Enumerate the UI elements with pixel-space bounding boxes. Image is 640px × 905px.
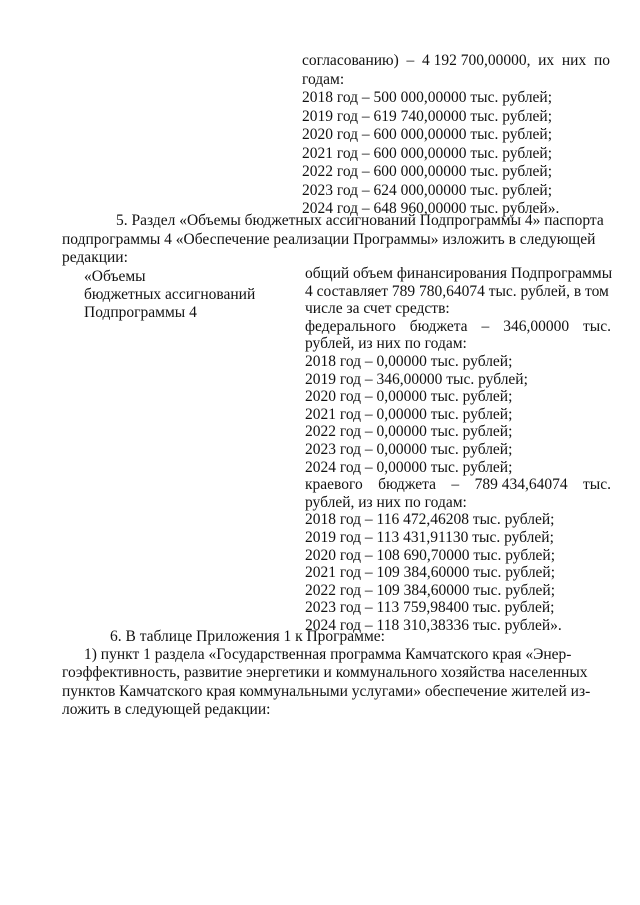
top-line-2: годам: bbox=[302, 70, 345, 88]
top-line-1-dash: – bbox=[406, 52, 415, 69]
intro-line: числе за счет средств: bbox=[305, 300, 450, 318]
intro-line: общий объем финансирования Подпрограммы bbox=[305, 265, 613, 282]
regional-year-line: 2018 год – 116 472,46208 тыс. рублей; bbox=[305, 511, 555, 529]
regional-year-line: 2021 год – 109 384,60000 тыс. рублей; bbox=[305, 564, 556, 582]
regional-word: бюджета bbox=[378, 476, 436, 494]
section-5-line: подпрограммы 4 «Обеспечение реализации Программы» изложить в следующей bbox=[62, 230, 596, 248]
section-6-heading: 6. В таблице Приложения 1 к Программе: bbox=[110, 628, 385, 645]
federal-word: бюджета bbox=[409, 317, 468, 335]
section-6-item-1 bbox=[62, 646, 612, 719]
top-year-line: 2018 год – 500 000,00000 тыс. рублей; bbox=[302, 89, 553, 106]
budget-label-column bbox=[84, 268, 284, 322]
regional-word: – bbox=[451, 476, 460, 494]
section-5-line: редакции: bbox=[62, 249, 128, 266]
top-year-line: 2023 год – 624 000,00000 тыс. рублей; bbox=[302, 181, 553, 199]
regional-amount: 789 434,64074 bbox=[474, 476, 568, 494]
top-year-line: 2020 год – 600 000,00000 тыс. рублей; bbox=[302, 126, 553, 143]
federal-year-line: 2021 год – 0,00000 тыс. рублей; bbox=[305, 405, 513, 423]
federal-amount: 346,00000 bbox=[503, 317, 570, 335]
top-line-1-word: них bbox=[561, 52, 587, 69]
top-line-1-amount: 4 192 700,00000, bbox=[421, 52, 531, 69]
federal-year-line: 2020 год – 0,00000 тыс. рублей; bbox=[305, 388, 513, 406]
federal-year-line: 2019 год – 346,00000 тыс. рублей; bbox=[305, 370, 528, 388]
regional-years-intro: рублей, из них по годам: bbox=[305, 493, 467, 511]
section-5-paragraph bbox=[62, 212, 610, 268]
federal-word: федерального bbox=[305, 317, 396, 335]
regional-budget-line bbox=[305, 476, 611, 494]
federal-year-line: 2023 год – 0,00000 тыс. рублей; bbox=[305, 440, 513, 458]
federal-year-line: 2024 год – 0,00000 тыс. рублей; bbox=[305, 458, 513, 476]
regional-word: тыс. bbox=[583, 476, 611, 494]
regional-year-line: 2024 год – 118 310,38336 тыс. рублей». bbox=[305, 616, 562, 634]
budget-label-line: бюджетных ассигнований bbox=[84, 286, 256, 303]
top-year-line: 2022 год – 600 000,00000 тыс. рублей; bbox=[302, 163, 553, 180]
regional-year-line: 2023 год – 113 759,98400 тыс. рублей; bbox=[305, 599, 555, 617]
regional-year-line: 2019 год – 113 431,91130 тыс. рублей; bbox=[305, 528, 554, 546]
federal-year-line: 2018 год – 0,00000 тыс. рублей; bbox=[305, 352, 513, 370]
top-line-1 bbox=[302, 52, 610, 71]
intro-line: 4 составляет 789 780,64074 тыс. рублей, в том bbox=[305, 282, 609, 300]
item-1-line: пунктов Камчатского края коммунальными услугами» обеспечение жителей из- bbox=[62, 682, 591, 700]
item-1-line: гоэффективность, развитие энергетики и коммунального хозяйства населенных bbox=[62, 664, 588, 682]
top-line-1-word: по bbox=[593, 52, 610, 69]
top-year-line: 2024 год – 648 960,00000 тыс. рублей». bbox=[302, 200, 560, 217]
budget-label-line: Подпрограммы 4 bbox=[84, 304, 197, 321]
federal-word: – bbox=[481, 317, 490, 335]
top-budget-block bbox=[302, 52, 610, 219]
budget-value-column bbox=[305, 265, 611, 634]
federal-years-intro: рублей, из них по годам: bbox=[305, 335, 467, 353]
regional-word: краевого bbox=[305, 476, 363, 494]
regional-year-line: 2022 год – 109 384,60000 тыс. рублей; bbox=[305, 581, 556, 599]
top-year-line: 2021 год – 600 000,00000 тыс. рублей; bbox=[302, 144, 553, 162]
top-line-1-word: их bbox=[538, 52, 555, 69]
top-line-1-word: согласованию) bbox=[302, 52, 399, 69]
top-year-line: 2019 год – 619 740,00000 тыс. рублей; bbox=[302, 107, 553, 125]
item-1-line: 1) пункт 1 раздела «Государственная программа Камчатского края «Энер- bbox=[84, 646, 572, 663]
federal-year-line: 2022 год – 0,00000 тыс. рублей; bbox=[305, 423, 513, 441]
federal-budget-line bbox=[305, 318, 611, 336]
section-5-line: 5. Раздел «Объемы бюджетных ассигнований Подпрограммы 4» паспорта bbox=[116, 212, 604, 229]
budget-label-line: «Объемы bbox=[84, 268, 146, 285]
federal-word: тыс. bbox=[583, 317, 611, 335]
regional-year-line: 2020 год – 108 690,70000 тыс. рублей; bbox=[305, 546, 556, 564]
item-1-line: ложить в следующей редакции: bbox=[62, 700, 271, 718]
